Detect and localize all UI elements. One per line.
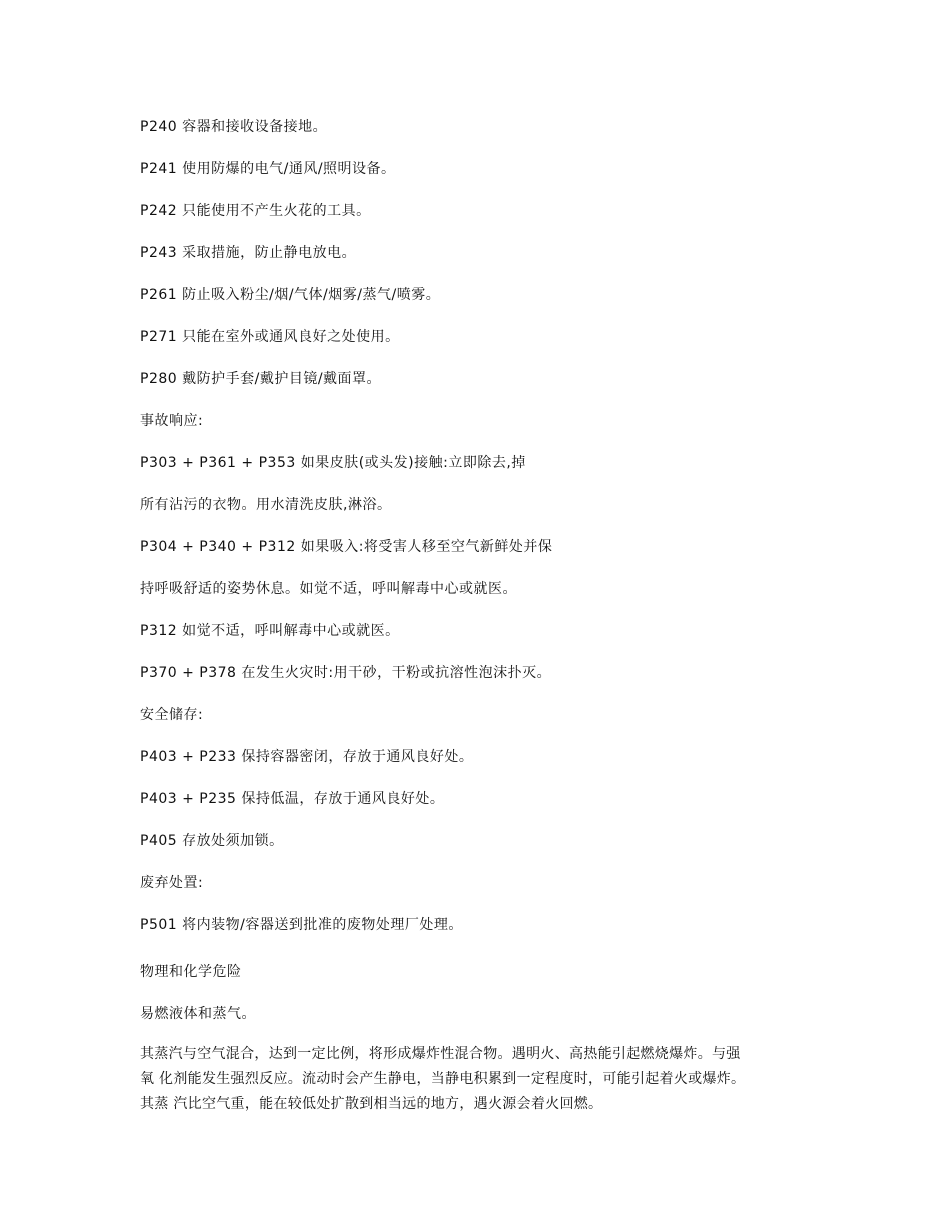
text-line-p261: P261 防止吸入粉尘/烟/气体/烟雾/蒸气/喷雾。 xyxy=(140,287,441,303)
hazard-paragraph-line-3: 其蒸 汽比空气重，能在较低处扩散到相当远的地方，遇火源会着火回燃。 xyxy=(140,1096,603,1112)
hazard-paragraph-line-2: 氧 化剂能发生强烈反应。流动时会产生静电，当静电积累到一定程度时，可能引起着火或爆炸。 xyxy=(140,1071,746,1087)
section-heading-response: 事故响应: xyxy=(140,413,204,429)
text-line-p304-cont: 持呼吸舒适的姿势休息。如觉不适，呼叫解毒中心或就医。 xyxy=(140,581,517,597)
text-line-p242: P242 只能使用不产生火花的工具。 xyxy=(140,203,371,219)
text-line-p280: P280 戴防护手套/戴护目镜/戴面罩。 xyxy=(140,371,382,387)
text-line-p370: P370 + P378 在发生火灾时:用干砂，干粉或抗溶性泡沫扑灭。 xyxy=(140,665,552,681)
text-line-p303-cont: 所有沾污的衣物。用水清洗皮肤,淋浴。 xyxy=(140,497,392,513)
text-line-p271: P271 只能在室外或通风良好之处使用。 xyxy=(140,329,400,345)
hazard-paragraph xyxy=(140,1042,810,1117)
text-line-p501: P501 将内装物/容器送到批准的废物处理厂处理。 xyxy=(140,917,463,933)
text-line-p312: P312 如觉不适，呼叫解毒中心或就医。 xyxy=(140,623,400,639)
text-line-p405: P405 存放处须加锁。 xyxy=(140,833,284,849)
text-line-p303: P303 + P361 + P353 如果皮肤(或头发)接触:立即除去,掉 xyxy=(140,455,526,471)
text-line-p403-p235: P403 + P235 保持低温，存放于通风良好处。 xyxy=(140,791,445,807)
section-heading-storage: 安全储存: xyxy=(140,707,204,723)
text-line-p243: P243 采取措施，防止静电放电。 xyxy=(140,245,357,261)
text-line-p241: P241 使用防爆的电气/通风/照明设备。 xyxy=(140,161,396,177)
hazard-paragraph-line-1: 其蒸汽与空气混合，达到一定比例，将形成爆炸性混合物。遇明火、高热能引起燃烧爆炸。与强 xyxy=(140,1046,741,1062)
text-line-p240: P240 容器和接收设备接地。 xyxy=(140,119,328,135)
section-heading-physchem: 物理和化学危险 xyxy=(140,964,242,980)
text-line-p304: P304 + P340 + P312 如果吸入:将受害人移至空气新鲜处并保 xyxy=(140,539,553,555)
text-line-flammable: 易燃液体和蒸气。 xyxy=(140,1006,256,1022)
section-heading-disposal: 废弃处置: xyxy=(140,875,204,891)
text-line-p403-p233: P403 + P233 保持容器密闭，存放于通风良好处。 xyxy=(140,749,474,765)
